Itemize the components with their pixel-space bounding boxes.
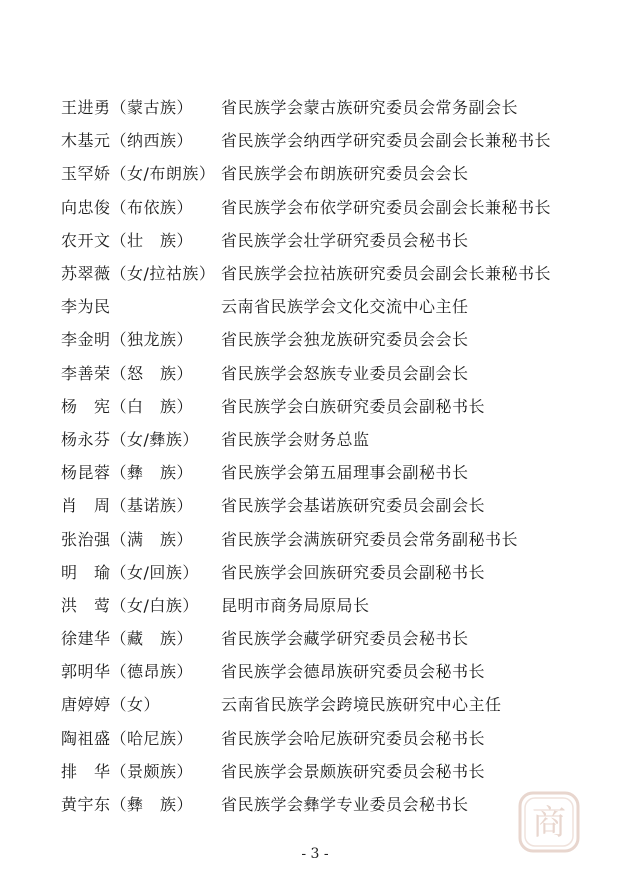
member-name: 农开文（壮 族） [61,230,194,250]
list-item [61,687,601,720]
list-item [61,754,601,787]
member-role: 省民族学会独龙族研究委员会会长 [221,330,469,350]
member-name: 木基元（纳西族） [61,131,194,151]
list-item [61,621,601,654]
member-role: 省民族学会布朗族研究委员会会长 [221,164,469,184]
svg-text:商: 商 [532,803,566,843]
list-item [61,256,601,289]
member-role: 省民族学会景颇族研究委员会秘书长 [221,761,486,781]
member-name: 郭明华（德昂族） [61,662,194,682]
list-item [61,654,601,687]
member-name: 洪 莺（女/白族） [61,595,199,615]
member-role: 云南省民族学会跨境民族研究中心主任 [221,695,502,715]
page-number: - 3 - [301,846,329,862]
member-role: 省民族学会回族研究委员会副秘书长 [221,562,486,582]
member-name: 向忠俊（布依族） [61,197,194,217]
list-item [61,455,601,488]
member-role: 省民族学会财务总监 [221,429,370,449]
member-name: 陶祖盛（哈尼族） [61,728,194,748]
member-name: 李金明（独龙族） [61,330,194,350]
member-role: 省民族学会满族研究委员会常务副秘书长 [221,529,519,549]
member-name: 肖 周（基诺族） [61,496,194,516]
member-role: 省民族学会藏学研究委员会秘书长 [221,629,469,649]
list-item [61,90,601,123]
list-item [61,156,601,189]
list-item [61,588,601,621]
list-item [61,356,601,389]
list-item [61,289,601,322]
member-role: 省民族学会拉祜族研究委员会副会长兼秘书长 [221,264,552,284]
list-item [61,422,601,455]
member-role: 省民族学会怒族专业委员会副会长 [221,363,469,383]
member-name: 徐建华（藏 族） [61,629,194,649]
member-name: 李善荣（怒 族） [61,363,194,383]
member-name: 王进勇（蒙古族） [61,98,194,118]
member-name: 苏翠薇（女/拉祜族） [61,264,216,284]
seal-watermark-icon [517,790,581,854]
member-role: 昆明市商务局原局长 [221,595,370,615]
list-item [61,521,601,554]
list-item [61,322,601,355]
member-name: 玉罕娇（女/布朗族） [61,164,216,184]
member-role: 省民族学会壮学研究委员会秘书长 [221,230,469,250]
member-role: 省民族学会第五届理事会副秘书长 [221,463,469,483]
member-role: 省民族学会基诺族研究委员会副会长 [221,496,486,516]
member-role: 省民族学会彝学专业委员会秘书长 [221,795,469,815]
list-item [61,488,601,521]
member-name: 杨永芬（女/彝族） [61,429,199,449]
member-role: 云南省民族学会文化交流中心主任 [221,297,469,317]
list-item [61,223,601,256]
member-name: 排 华（景颇族） [61,761,194,781]
list-item [61,555,601,588]
member-role: 省民族学会哈尼族研究委员会秘书长 [221,728,486,748]
list-item [61,389,601,422]
member-role: 省民族学会纳西学研究委员会副会长兼秘书长 [221,131,552,151]
list-item [61,190,601,223]
member-name: 李为民 [61,297,111,317]
member-name: 唐婷婷（女） [61,695,161,715]
member-name: 黄宇东（彝 族） [61,795,194,815]
list-item [61,123,601,156]
member-role: 省民族学会布依学研究委员会副会长兼秘书长 [221,197,552,217]
member-role: 省民族学会白族研究委员会副秘书长 [221,396,486,416]
member-name: 明 瑜（女/回族） [61,562,199,582]
member-name: 杨昆蓉（彝 族） [61,463,194,483]
member-list [61,90,601,820]
member-role: 省民族学会德昂族研究委员会秘书长 [221,662,486,682]
member-role: 省民族学会蒙古族研究委员会常务副会长 [221,98,519,118]
member-name: 张治强（满 族） [61,529,194,549]
list-item [61,721,601,754]
member-name: 杨 宪（白 族） [61,396,194,416]
